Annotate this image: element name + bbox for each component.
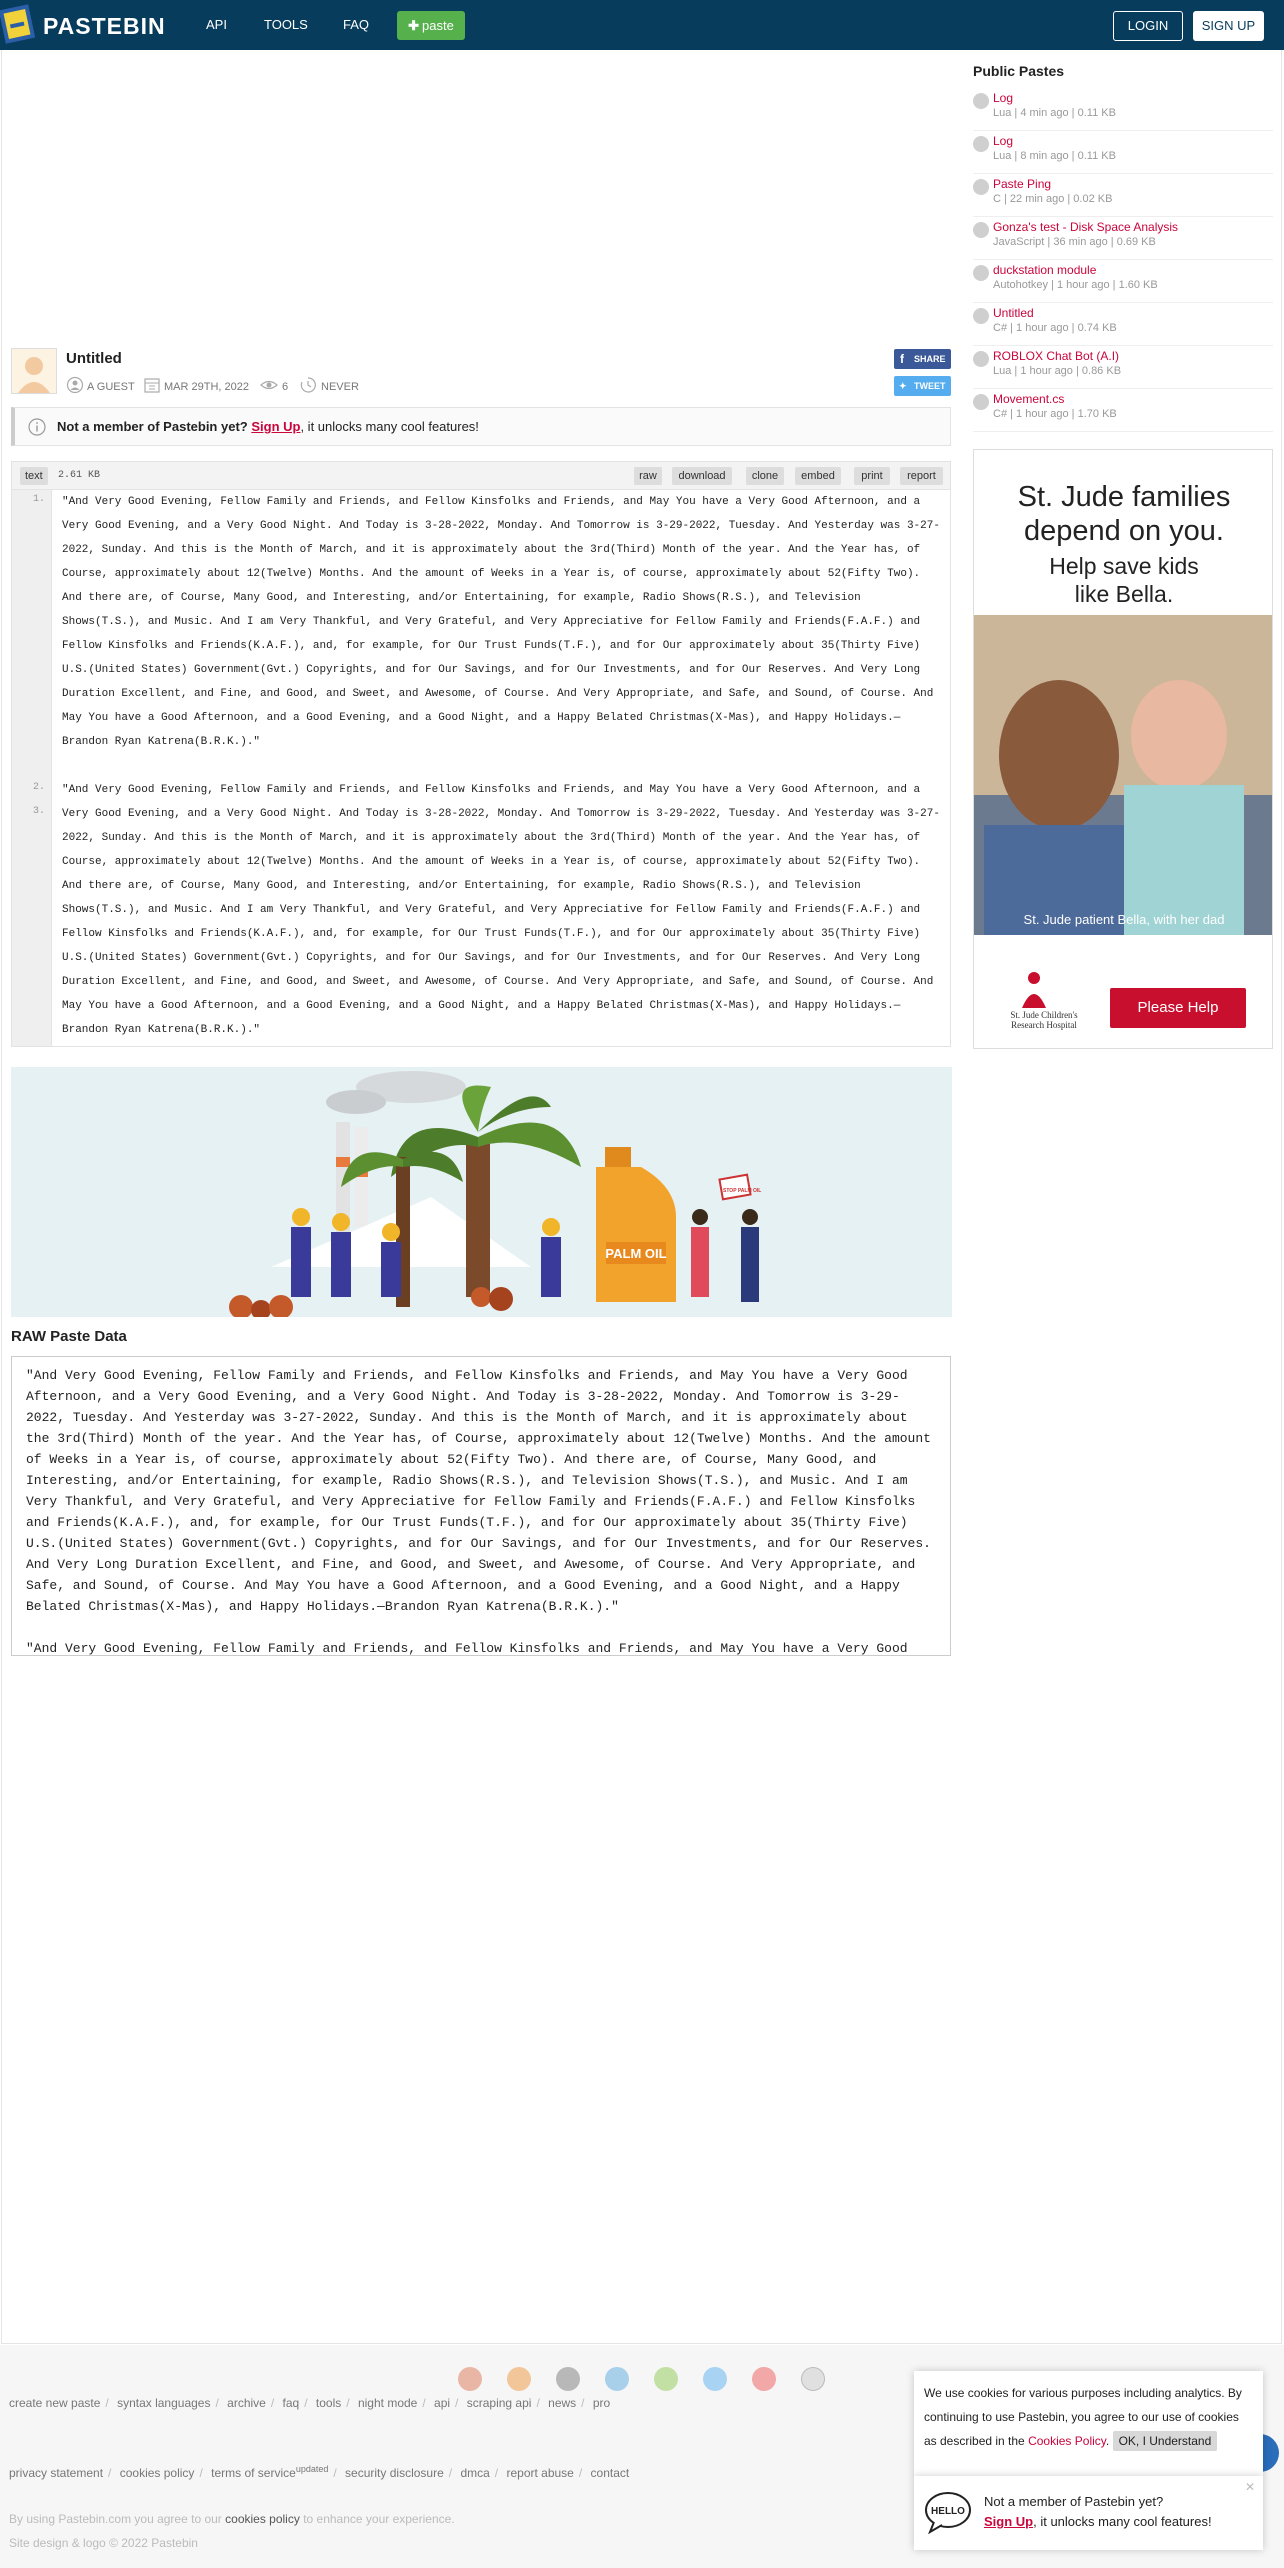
clone-button[interactable]: clone — [746, 467, 784, 485]
footer-link[interactable]: scraping api — [466, 2396, 532, 2410]
nav-api[interactable]: API — [206, 17, 227, 32]
footer-link[interactable]: dmca — [460, 2466, 490, 2480]
agree-cookies-link[interactable]: cookies policy — [225, 2512, 300, 2526]
ad-photo — [974, 615, 1273, 935]
globe-icon — [973, 265, 989, 281]
public-paste-name[interactable]: Untitled — [993, 306, 1034, 320]
linux-icon[interactable] — [801, 2367, 825, 2391]
new-paste-label: paste — [422, 18, 454, 33]
line-gutter — [12, 490, 52, 1046]
public-paste-item[interactable] — [973, 177, 1273, 217]
download-button[interactable]: download — [672, 467, 732, 485]
globe-icon — [973, 222, 989, 238]
plus-icon: ✚ — [408, 18, 420, 33]
footer-link[interactable]: night mode — [357, 2396, 418, 2410]
palm-oil-banner[interactable] — [11, 1067, 952, 1317]
paste-size: 2.61 KB — [58, 470, 101, 481]
chrome-icon[interactable] — [458, 2367, 482, 2391]
opera-icon[interactable] — [752, 2367, 776, 2391]
ios-icon[interactable] — [556, 2367, 580, 2391]
palm-oil-illustration — [11, 1067, 952, 1317]
updated-badge: updated — [295, 2464, 329, 2474]
site-logo-text[interactable]: PASTEBIN — [43, 13, 166, 39]
android-icon[interactable] — [654, 2367, 678, 2391]
report-button[interactable]: report — [900, 467, 943, 485]
top-bar — [0, 0, 1284, 50]
raw-paste-title: RAW Paste Data — [11, 1328, 127, 1345]
cookie-consent: We use cookies for various purposes including analytics. By continuing to use Pastebin, you agree to our use of cookies as described in the Cookies Policy. OK, I Understand — [914, 2371, 1263, 2477]
public-paste-item[interactable] — [973, 392, 1273, 432]
notice-signup-link[interactable]: Sign Up — [251, 419, 301, 434]
ad-please-help-button[interactable]: Please Help — [1110, 988, 1246, 1028]
code-line-1: "And Very Good Evening, Fellow Family and Friends, and Fellow Kinsfolks and Friends, and May You have a Very Good Afternoon, and a Very Good Evening, and a Very Good Night. And Today is 3-28-2022, Monday. And Tomorrow is 3-29-2022, Tuesday. And Yesterday was 3-27-2022, Sunday. And this is the Month of March, and it is approximately about the 3rd(Third) Month of the year. And the Year has, of Course, approximately about 12(Twelve) Months. And the amount of Weeks in a Year is, of course, approximately about 52(Fifty Two). And there are, of Course, Many Good, and Interesting, and/or Entertaining, for example, Radio Shows(R.S.), and Television Shows(T.S.), and Music. And I am Very Thankful, and Very Grateful, and Very Appreciative for Fellow Family and Friends(F.A.F.) and Fellow Kinsfolks and Friends(K.A.F.), and, for example, for Our Trust Funds(T.F.), and for Our approximately about 35(Thirty Five) U.S.(United States) Government(Gvt.) Copyrights, and for Our Savings, and for Our Investments, and for Our Reserves. And Very Long Duration Excellent, and Fine, and Good, and Sweet, and Awesome, of Course. And Very Appropriate, and Safe, and Sound, of Course. And May You have a Good Afternoon, and a Good Evening, and a Good Night, and a Happy Belated Christmas(X-Mas), and Happy Holidays.—Brandon Ryan Katrena(B.R.K.)." — [62, 496, 940, 748]
line-number: 1. — [32, 494, 45, 505]
footer-link[interactable]: terms of service — [211, 2466, 296, 2480]
paste-date: MAR 29TH, 2022 — [164, 381, 249, 393]
share-label: SHARE — [914, 354, 946, 364]
cookies-policy-link[interactable]: Cookies Policy — [1028, 2434, 1106, 2448]
public-paste-name[interactable]: Log — [993, 91, 1014, 105]
public-paste-meta: Lua | 1 hour ago | 0.86 KB — [993, 365, 1122, 377]
info-icon — [28, 418, 46, 436]
raw-paragraph-1: "And Very Good Evening, Fellow Family and Friends, and Fellow Kinsfolks and Friends, and May You have a Very Good Afternoon, and a Very Good Evening, and a Very Good Night. And Today is 3-28-2022, Monday. And Tomorrow is 3-29-2022, Tuesday. And Yesterday was 3-27-2022, Sunday. And this is the Month of March, and it is approximately about the 3rd(Third) Month of the year. And the Year has, of Course, approximately about 12(Twelve) Months. And the amount of Weeks in a Year is, of course, approximately about 52(Fifty Two). And there are, of Course, Many Good, and Interesting, and/or Entertaining, for example, Radio Shows(R.S.), and Television Shows(T.S.), and Music. And I am Very Thankful, and Very Grateful, and Very Appreciative for Fellow Family and Friends(F.A.F.) and Fellow Kinsfolks and Friends(K.A.F.), and, for example, for Our Trust Funds(T.F.), and for Our approximately about 35(Thirty Five) U.S.(United States) Government(Gvt.) Copyrights, and for Our Savings, and for Our Investments, and for Our Reserves. And Very Long Duration Excellent, and Fine, and Good, and Sweet, and Awesome, of Course. And Very Appropriate, and Safe, and Sound, of Course. And May You have a Good Afternoon, and a Good Evening, and a Good Night, and a Happy Belated Christmas(X-Mas), and Happy Holidays.—Brandon Ryan Katrena(B.R.K.)." — [26, 1368, 931, 1614]
public-paste-name[interactable]: Log — [993, 134, 1014, 148]
public-paste-name[interactable]: ROBLOX Chat Bot (A.I) — [993, 349, 1120, 363]
raw-paragraph-2: "And Very Good Evening, Fellow Family and Friends, and Fellow Kinsfolks and Friends, and May You have a Very Good — [26, 1641, 908, 1656]
footer-link[interactable]: news — [548, 2396, 577, 2410]
expire-icon — [299, 376, 317, 394]
public-paste-name[interactable]: Movement.cs — [993, 392, 1065, 406]
twitter-icon: ✦ — [899, 381, 907, 391]
public-paste-name[interactable]: duckstation module — [993, 263, 1097, 277]
footer-link[interactable]: pro — [592, 2396, 611, 2410]
public-paste-name[interactable]: Paste Ping — [993, 177, 1052, 191]
globe-icon — [973, 179, 989, 195]
code-area[interactable] — [52, 490, 950, 1046]
footer-link[interactable]: tools — [315, 2396, 342, 2410]
paste-expire: NEVER — [321, 381, 359, 393]
signup-button[interactable]: SIGN UP — [1193, 11, 1264, 41]
tweet-label: TWEET — [914, 381, 946, 391]
agree-pre: By using Pastebin.com you agree to our — [9, 2512, 222, 2526]
footer-links-row-1: create new paste / syntax languages / archive / faq / tools / night mode / api / scraping api / news / pro — [9, 2396, 611, 2410]
login-button[interactable]: LOGIN — [1113, 11, 1183, 41]
firefox-icon[interactable] — [507, 2367, 531, 2391]
public-paste-meta: C# | 1 hour ago | 0.74 KB — [993, 322, 1117, 334]
public-paste-item[interactable] — [973, 134, 1273, 174]
notice-rest: , it unlocks many cool features! — [300, 419, 479, 434]
footer-link[interactable]: create new paste — [9, 2396, 101, 2410]
public-paste-meta: C | 22 min ago | 0.02 KB — [993, 193, 1113, 205]
public-paste-item[interactable] — [973, 220, 1273, 260]
public-paste-meta: Lua | 4 min ago | 0.11 KB — [993, 107, 1116, 119]
public-paste-meta: C# | 1 hour ago | 1.70 KB — [993, 408, 1117, 420]
popup-signup-line — [984, 2514, 1212, 2529]
svg-text:HELLO: HELLO — [931, 2506, 965, 2517]
macos-icon[interactable] — [703, 2367, 727, 2391]
footer-link[interactable]: cookies policy — [119, 2466, 195, 2480]
ad-headline: St. Jude families depend on you. — [1017, 481, 1231, 547]
footer-link[interactable]: contact — [590, 2466, 630, 2480]
public-pastes-title: Public Pastes — [973, 63, 1065, 79]
paste-views: 6 — [282, 381, 289, 393]
facebook-share-button[interactable] — [894, 349, 951, 369]
calendar-icon — [143, 376, 161, 394]
paste-author[interactable]: A GUEST — [87, 381, 135, 393]
facebook-icon: f — [900, 352, 904, 366]
paste-code-box — [11, 461, 951, 1047]
footer-link[interactable]: faq — [282, 2396, 300, 2410]
ad-caption: St. Jude patient Bella, with her dad — [1023, 912, 1225, 927]
st-jude-logo-icon — [1019, 970, 1049, 1010]
public-paste-name[interactable]: Gonza's test - Disk Space Analysis — [993, 220, 1179, 234]
pastebin-logo-icon[interactable] — [0, 3, 36, 45]
globe-icon — [973, 351, 989, 367]
line-number: 3. — [32, 806, 45, 817]
signup-popup — [914, 2476, 1263, 2550]
footer-link[interactable]: archive — [227, 2396, 266, 2410]
ad-org-name: St. Jude Children's Research Hospital — [1010, 1010, 1078, 1030]
eye-icon — [260, 376, 278, 394]
footer-link[interactable]: syntax languages — [117, 2396, 211, 2410]
footer-agree — [9, 2512, 455, 2526]
globe-icon — [973, 308, 989, 324]
embed-button[interactable]: embed — [795, 467, 841, 485]
raw-button[interactable]: raw — [634, 467, 662, 485]
line-number: 2. — [32, 782, 45, 793]
globe-icon — [973, 394, 989, 410]
close-icon[interactable]: ✕ — [1244, 2480, 1255, 2494]
banner-bottle-label: PALM OIL — [605, 1246, 667, 1261]
public-paste-item[interactable] — [973, 263, 1273, 303]
hello-speech-icon — [924, 2490, 972, 2534]
popup-signup-link[interactable]: Sign Up — [984, 2514, 1034, 2529]
nav-faq[interactable]: FAQ — [343, 17, 370, 32]
globe-icon — [973, 93, 989, 109]
signup-notice — [11, 407, 951, 446]
footer-link[interactable]: api — [434, 2396, 451, 2410]
agree-post: to enhance your experience. — [303, 2512, 455, 2526]
code-toolbar — [12, 462, 950, 490]
public-paste-item[interactable] — [973, 306, 1273, 346]
public-paste-item[interactable] — [973, 349, 1273, 389]
notice-lead: Not a member of Pastebin yet? — [57, 419, 248, 434]
code-line-3: "And Very Good Evening, Fellow Family and Friends, and Fellow Kinsfolks and Friends, and May You have a Very Good Afternoon, and a Very Good Evening, and a Very Good Night. And Today is 3-28-2022, Monday. And Tomorrow is 3-29-2022, Tuesday. And Yesterday was 3-27-2022, Sunday. And this is the Month of March, and it is approximately about the 3rd(Third) Month of the year. And the Year has, of Course, approximately about 12(Twelve) Months. And the amount of Weeks in a Year is, of course, approximately about 52(Fifty Two). And there are, of Course, Many Good, and Interesting, and/or Entertaining, for example, Radio Shows(R.S.), and Television Shows(T.S.), and Music. And I am Very Thankful, and Very Grateful, and Very Appreciative for Fellow Family and Friends(F.A.F.) and Fellow Kinsfolks and Friends(K.A.F.), and, for example, for Our Trust Funds(T.F.), and for Our approximately about 35(Thirty Five) U.S.(United States) Government(Gvt.) Copyrights, and for Our Savings, and for Our Investments, and for Our Reserves. And Very Long Duration Excellent, and Fine, and Good, and Sweet, and Awesome, of Course. And Very Appropriate, and Safe, and Sound, of Course. And May You have a Good Afternoon, and a Good Evening, and a Good Night, and a Happy Belated Christmas(X-Mas), and Happy Holidays.—Brandon Ryan Katrena(B.R.K.)." — [62, 784, 940, 1036]
cookie-text: We use cookies for various purposes including analytics. By continuing to use Pastebin, you agree to our use of cookies as described in the — [924, 2386, 1242, 2448]
banner-stop-sign: STOP PALM OIL — [723, 1188, 762, 1194]
footer-link[interactable]: security disclosure — [345, 2466, 444, 2480]
ad-subhead: Help save kids like Bella. — [1049, 553, 1199, 607]
raw-paste-textarea[interactable] — [11, 1356, 951, 1656]
st-jude-ad[interactable] — [973, 449, 1273, 1049]
footer-link[interactable]: report abuse — [506, 2466, 574, 2480]
twitter-tweet-button[interactable] — [894, 376, 951, 396]
public-paste-meta: JavaScript | 36 min ago | 0.69 KB — [993, 236, 1156, 248]
windows-icon[interactable] — [605, 2367, 629, 2391]
popup-question: Not a member of Pastebin yet? — [984, 2494, 1164, 2509]
print-button[interactable]: print — [854, 467, 890, 485]
guest-avatar — [11, 348, 57, 394]
footer-link[interactable]: privacy statement — [9, 2466, 104, 2480]
syntax-tag[interactable]: text — [20, 467, 48, 485]
cookie-ok-button[interactable]: OK, I Understand — [1113, 2431, 1218, 2451]
public-paste-meta: Lua | 8 min ago | 0.11 KB — [993, 150, 1116, 162]
footer-copyright: Site design & logo © 2022 Pastebin — [9, 2536, 198, 2550]
user-icon — [66, 376, 84, 394]
globe-icon — [973, 136, 989, 152]
nav-tools[interactable]: TOOLS — [264, 17, 308, 32]
public-paste-meta: Autohotkey | 1 hour ago | 1.60 KB — [993, 279, 1158, 291]
new-paste-button[interactable] — [397, 11, 465, 40]
paste-title: Untitled — [66, 350, 122, 367]
public-paste-item[interactable] — [973, 91, 1273, 131]
footer-links-row-2: privacy statement / cookies policy / terms of service$^{updated}$ / security disclosure / dmca / report abuse / contact — [9, 2464, 630, 2480]
popup-rest: , it unlocks many cool features! — [1033, 2514, 1212, 2529]
